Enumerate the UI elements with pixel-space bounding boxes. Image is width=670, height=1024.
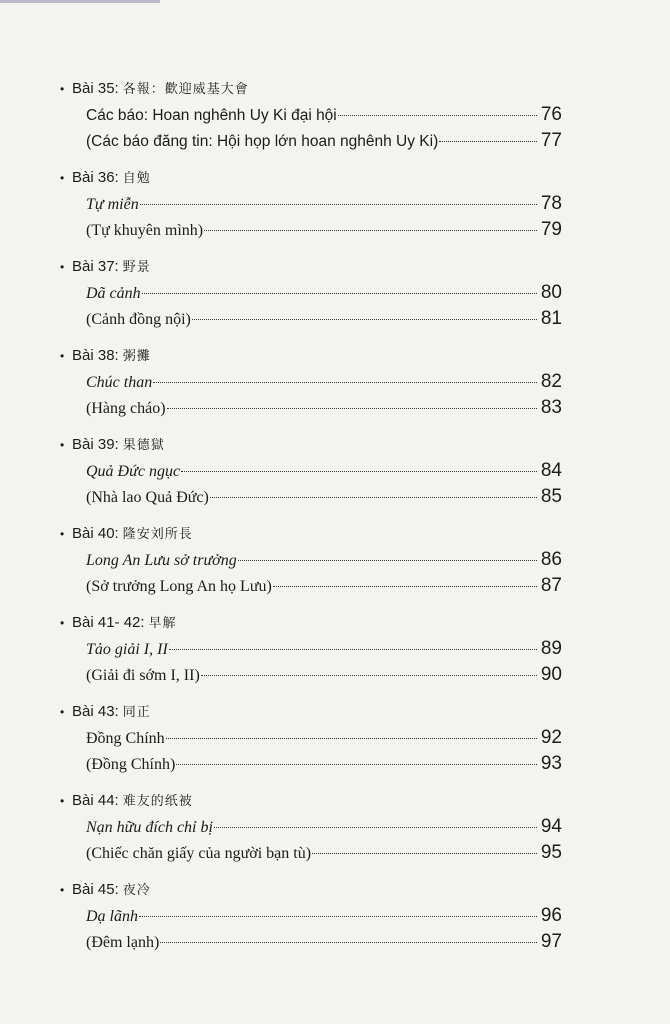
entry-title: (Đêm lạnh) — [86, 934, 160, 951]
dot-leader — [167, 408, 537, 409]
page-number: 93 — [540, 753, 562, 774]
entry-title: (Các báo đăng tin: Hội họp lớn hoan nghênh Uy Ki) — [86, 133, 439, 150]
dot-leader — [238, 560, 537, 561]
toc-section — [60, 165, 562, 254]
dot-leader — [439, 141, 537, 142]
lesson-label: Bài 39: — [72, 436, 119, 453]
toc-entry[interactable] — [86, 840, 562, 866]
toc-section — [60, 76, 562, 165]
section-heading — [60, 254, 562, 280]
entry-title: (Tự khuyên mình) — [86, 222, 204, 239]
toc-entry[interactable] — [86, 484, 562, 510]
dot-leader — [169, 649, 537, 650]
section-heading — [60, 165, 562, 191]
dot-leader — [201, 675, 537, 676]
dot-leader — [176, 764, 537, 765]
chinese-title: 同正 — [122, 704, 151, 719]
toc-entry[interactable] — [86, 191, 562, 217]
page-number: 89 — [540, 638, 562, 659]
bullet-icon: • — [60, 527, 65, 541]
page-number: 94 — [540, 816, 562, 837]
bullet-icon: • — [60, 260, 65, 274]
page-number: 85 — [540, 486, 562, 507]
chinese-title: 难友的纸被 — [122, 793, 193, 808]
entry-title: Nạn hữu đích chỉ bị — [86, 819, 213, 836]
chinese-title: 夜冷 — [122, 882, 151, 897]
toc-section — [60, 877, 562, 966]
dot-leader — [140, 204, 537, 205]
toc-entry[interactable] — [86, 814, 562, 840]
toc-entry[interactable] — [86, 725, 562, 751]
toc-entry[interactable] — [86, 458, 562, 484]
dot-leader — [160, 942, 537, 943]
chinese-title: 自勉 — [122, 170, 151, 185]
dot-leader — [139, 916, 537, 917]
chinese-title: 粥攤 — [122, 348, 151, 363]
bullet-icon: • — [60, 349, 65, 363]
dot-leader — [181, 471, 537, 472]
page-number: 82 — [540, 371, 562, 392]
section-heading — [60, 432, 562, 458]
lesson-label: Bài 43: — [72, 703, 119, 720]
entry-title: Các báo: Hoan nghênh Uy Ki đại hội — [86, 107, 337, 124]
toc-section — [60, 254, 562, 343]
toc-entry[interactable] — [86, 903, 562, 929]
lesson-label: Bài 40: — [72, 525, 119, 542]
section-heading — [60, 877, 562, 903]
entry-title: Tảo giải I, II — [86, 641, 168, 658]
section-heading — [60, 699, 562, 725]
toc-section — [60, 343, 562, 432]
toc-entry[interactable] — [86, 929, 562, 955]
page-number: 79 — [540, 219, 562, 240]
lesson-label: Bài 41- 42: — [72, 614, 145, 631]
bullet-icon: • — [60, 438, 65, 452]
dot-leader — [142, 293, 537, 294]
chinese-title: 早解 — [148, 615, 177, 630]
toc-section — [60, 610, 562, 699]
toc-entry[interactable] — [86, 306, 562, 332]
section-heading — [60, 343, 562, 369]
chinese-title: 各報：歡迎威基大會 — [122, 81, 249, 96]
lesson-label: Bài 35: — [72, 80, 119, 97]
bullet-icon: • — [60, 616, 65, 630]
entry-title: (Cảnh đồng nội) — [86, 311, 191, 328]
lesson-label: Bài 44: — [72, 792, 119, 809]
dot-leader — [312, 853, 537, 854]
dot-leader — [166, 738, 537, 739]
entry-title: Long An Lưu sở trưởng — [86, 552, 237, 569]
toc-entry[interactable] — [86, 369, 562, 395]
toc-section — [60, 788, 562, 877]
chinese-title: 野景 — [122, 259, 151, 274]
toc-entry[interactable] — [86, 395, 562, 421]
dot-leader — [338, 115, 537, 116]
page-number: 84 — [540, 460, 562, 481]
entry-title: Dạ lãnh — [86, 908, 138, 925]
page-number: 77 — [540, 130, 562, 151]
entry-title: (Sở trưởng Long An họ Lưu) — [86, 578, 272, 595]
entry-title: (Hàng cháo) — [86, 400, 166, 417]
table-of-contents — [60, 76, 562, 966]
bullet-icon: • — [60, 82, 65, 96]
entry-title: Chúc than — [86, 374, 153, 391]
page-number: 80 — [540, 282, 562, 303]
page-number: 78 — [540, 193, 562, 214]
toc-section — [60, 699, 562, 788]
entry-title: (Chiếc chăn giấy của người bạn tù) — [86, 845, 312, 862]
page-number: 76 — [540, 104, 562, 125]
entry-title: Tự miễn — [86, 196, 139, 213]
entry-title: Quả Đức ngục — [86, 463, 181, 480]
toc-entry[interactable] — [86, 102, 562, 128]
chinese-title: 果德獄 — [122, 437, 165, 452]
lesson-label: Bài 45: — [72, 881, 119, 898]
toc-entry[interactable] — [86, 636, 562, 662]
page-number: 90 — [540, 664, 562, 685]
lesson-label: Bài 36: — [72, 169, 119, 186]
dot-leader — [210, 497, 537, 498]
bullet-icon: • — [60, 883, 65, 897]
toc-section — [60, 432, 562, 521]
section-heading — [60, 521, 562, 547]
page-number: 92 — [540, 727, 562, 748]
page-number: 96 — [540, 905, 562, 926]
dot-leader — [273, 586, 537, 587]
page-edge-mark — [0, 0, 160, 3]
toc-entry[interactable] — [86, 217, 562, 243]
page-number: 83 — [540, 397, 562, 418]
toc-entry[interactable] — [86, 751, 562, 777]
entry-title: Đồng Chính — [86, 730, 165, 747]
page-number: 87 — [540, 575, 562, 596]
toc-entry[interactable] — [86, 573, 562, 599]
dot-leader — [204, 230, 537, 231]
toc-section — [60, 521, 562, 610]
entry-title: (Giải đi sớm I, II) — [86, 667, 200, 684]
bullet-icon: • — [60, 171, 65, 185]
dot-leader — [192, 319, 537, 320]
lesson-label: Bài 37: — [72, 258, 119, 275]
toc-entry[interactable] — [86, 280, 562, 306]
entry-title: (Nhà lao Quả Đức) — [86, 489, 209, 506]
page-number: 86 — [540, 549, 562, 570]
bullet-icon: • — [60, 705, 65, 719]
entry-title: (Đồng Chính) — [86, 756, 176, 773]
dot-leader — [214, 827, 537, 828]
toc-entry[interactable] — [86, 547, 562, 573]
section-heading — [60, 76, 562, 102]
toc-entry[interactable] — [86, 662, 562, 688]
bullet-icon: • — [60, 794, 65, 808]
chinese-title: 隆安刘所長 — [122, 526, 193, 541]
toc-entry[interactable] — [86, 128, 562, 154]
dot-leader — [153, 382, 537, 383]
lesson-label: Bài 38: — [72, 347, 119, 364]
page-number: 81 — [540, 308, 562, 329]
page-number: 95 — [540, 842, 562, 863]
section-heading — [60, 788, 562, 814]
section-heading — [60, 610, 562, 636]
page-number: 97 — [540, 931, 562, 952]
entry-title: Dã cảnh — [86, 285, 141, 302]
